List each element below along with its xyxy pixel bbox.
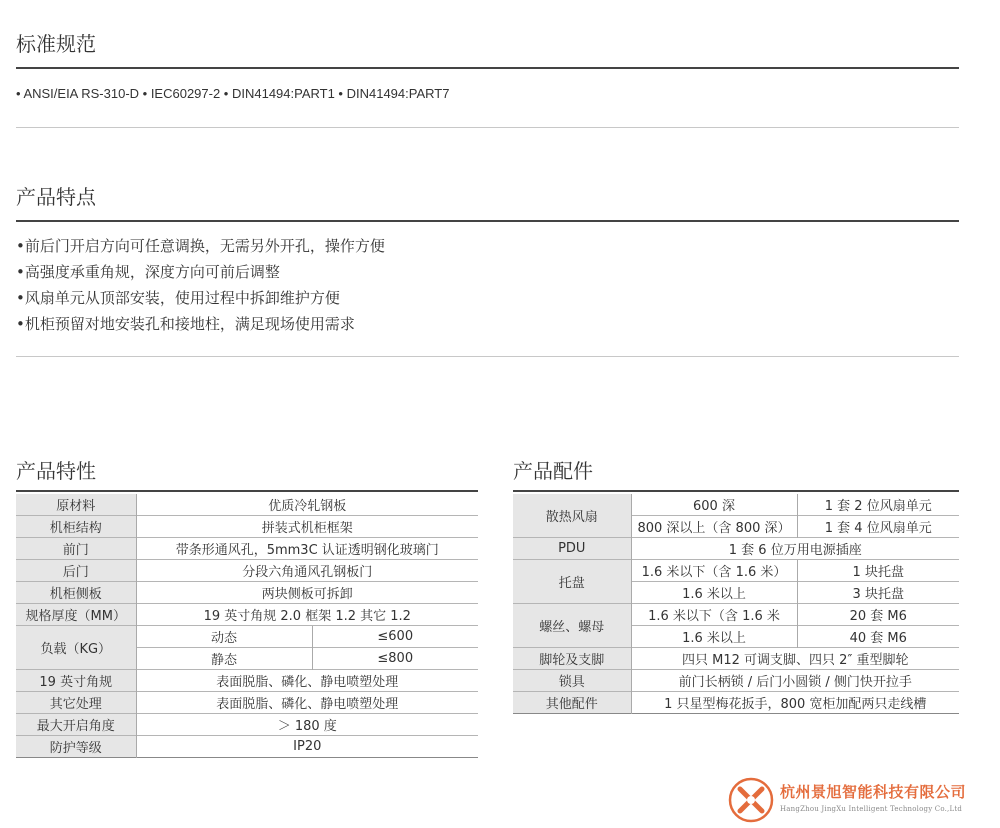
row-label: 锁具 — [513, 670, 631, 692]
feature-item: •前后门开启方向可任意调换，无需另外开孔，操作方便 — [16, 237, 385, 255]
feature-item: •机柜预留对地安装孔和接地柱，满足现场使用需求 — [16, 315, 355, 333]
row-value: 1 只星型梅花扳手，800 宽柜加配两只走线槽 — [631, 692, 959, 714]
table-row — [513, 494, 959, 516]
x-logo-icon — [728, 777, 774, 823]
row-label: 原材料 — [16, 494, 136, 516]
row-value: 表面脱脂、磷化、静电喷塑处理 — [136, 692, 478, 714]
table-row — [513, 670, 959, 692]
feature-item: •高强度承重角规，深度方向可前后调整 — [16, 263, 280, 281]
table-row — [513, 604, 959, 626]
section-divider — [16, 356, 959, 357]
row-label: 散热风扇 — [513, 494, 631, 538]
row-label: 19 英寸角规 — [16, 670, 136, 692]
row-subkey: 1.6 米以上 — [631, 626, 797, 648]
table-row — [16, 692, 478, 714]
features-title: 产品特点 — [16, 185, 96, 209]
row-value: 带条形通风孔，5mm3C 认证透明钢化玻璃门 — [136, 538, 478, 560]
row-value: ≤800 — [312, 648, 478, 670]
row-subkey: 静态 — [136, 648, 312, 670]
table-row — [16, 714, 478, 736]
table-row — [513, 538, 959, 560]
accessories-title: 产品配件 — [513, 459, 593, 483]
row-value: 1 块托盘 — [797, 560, 959, 582]
row-value: ＞ 180 度 — [136, 714, 478, 736]
row-value: 1 套 4 位风扇单元 — [797, 516, 959, 538]
row-label: 脚轮及支脚 — [513, 648, 631, 670]
row-value: ≤600 — [312, 626, 478, 648]
row-label: 规格厚度（MM） — [16, 604, 136, 626]
properties-rule — [16, 490, 478, 492]
accessories-rule — [513, 490, 959, 492]
row-label: 机柜侧板 — [16, 582, 136, 604]
row-value: 拼装式机柜框架 — [136, 516, 478, 538]
row-label: 前门 — [16, 538, 136, 560]
row-value: 20 套 M6 — [797, 604, 959, 626]
feature-item: •风扇单元从顶部安装，使用过程中拆卸维护方便 — [16, 289, 340, 307]
row-subkey: 1.6 米以下（含 1.6 米） — [631, 560, 797, 582]
row-label: 最大开启角度 — [16, 714, 136, 736]
table-row — [16, 604, 478, 626]
row-label: 托盘 — [513, 560, 631, 604]
table-row — [16, 582, 478, 604]
row-value: 19 英寸角规 2.0 框架 1.2 其它 1.2 — [136, 604, 478, 626]
standards-rule — [16, 67, 959, 69]
table-row — [16, 736, 478, 758]
company-logo — [728, 775, 998, 825]
row-subkey: 动态 — [136, 626, 312, 648]
accessories-table — [513, 494, 959, 714]
row-value: 3 块托盘 — [797, 582, 959, 604]
row-value: 两块侧板可拆卸 — [136, 582, 478, 604]
row-value: 分段六角通风孔钢板门 — [136, 560, 478, 582]
row-label: 螺丝、螺母 — [513, 604, 631, 648]
row-label: 其它处理 — [16, 692, 136, 714]
row-value: 四只 M12 可调支脚、四只 2″ 重型脚轮 — [631, 648, 959, 670]
row-value: 优质冷轧钢板 — [136, 494, 478, 516]
row-subkey: 1.6 米以下（含 1.6 米 — [631, 604, 797, 626]
properties-title: 产品特性 — [16, 459, 96, 483]
row-label: 机柜结构 — [16, 516, 136, 538]
row-label: 负载（KG） — [16, 626, 136, 670]
table-row — [16, 538, 478, 560]
row-value: 1 套 6 位万用电源插座 — [631, 538, 959, 560]
row-subkey: 600 深 — [631, 494, 797, 516]
table-row — [16, 494, 478, 516]
table-row — [16, 626, 478, 648]
row-label: 其他配件 — [513, 692, 631, 714]
table-row — [513, 692, 959, 714]
section-divider — [16, 127, 959, 128]
properties-table — [16, 494, 478, 758]
company-name-en: HangZhou JingXu Intelligent Technology Co.,Ltd — [780, 805, 963, 813]
row-label: PDU — [513, 538, 631, 560]
standards-title: 标准规范 — [16, 32, 96, 56]
table-row — [16, 670, 478, 692]
row-subkey: 800 深以上（含 800 深） — [631, 516, 797, 538]
row-value: 前门长柄锁 / 后门小圆锁 / 侧门快开拉手 — [631, 670, 959, 692]
row-subkey: 1.6 米以上 — [631, 582, 797, 604]
table-row — [513, 560, 959, 582]
table-row — [16, 560, 478, 582]
row-value: 40 套 M6 — [797, 626, 959, 648]
standards-text: • ANSI/EIA RS-310-D • IEC60297-2 • DIN41494:PART1 • DIN41494:PART7 — [16, 86, 450, 101]
row-value: 1 套 2 位风扇单元 — [797, 494, 959, 516]
table-row — [513, 648, 959, 670]
features-rule — [16, 220, 959, 222]
row-label: 防护等级 — [16, 736, 136, 758]
row-value: IP20 — [136, 736, 478, 758]
company-name-cn: 杭州景旭智能科技有限公司 — [780, 783, 967, 801]
row-value: 表面脱脂、磷化、静电喷塑处理 — [136, 670, 478, 692]
row-label: 后门 — [16, 560, 136, 582]
table-row — [16, 516, 478, 538]
